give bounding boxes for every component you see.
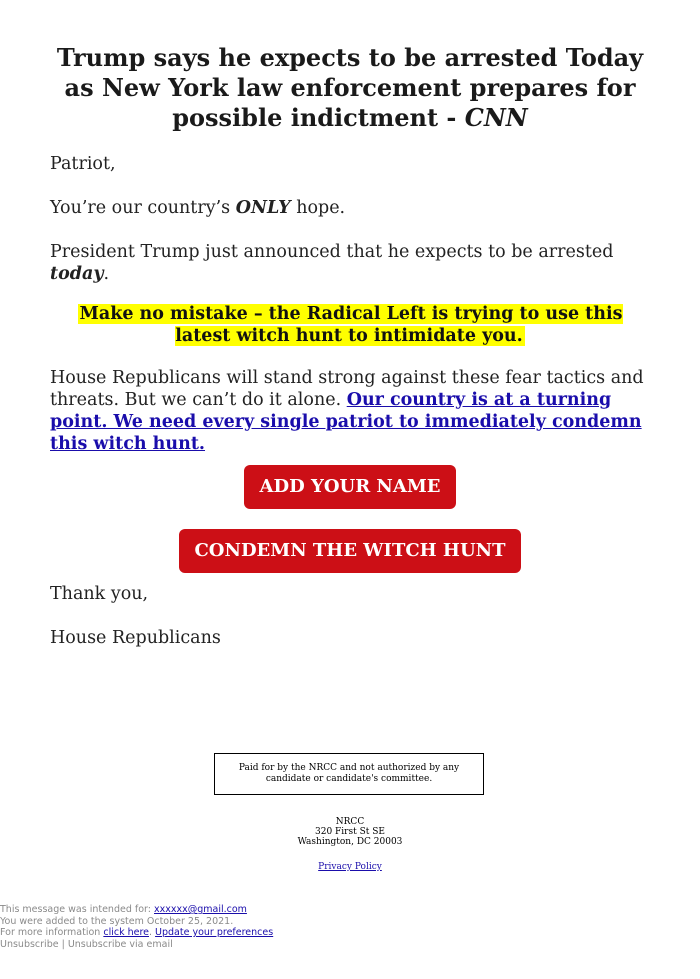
unsubscribe-divider: | xyxy=(58,938,68,950)
intended-label: This message was intended for: xyxy=(0,904,154,915)
highlighted-text: Make no mistake – the Radical Left is trying to use this latest witch hunt to intimidate you. xyxy=(79,304,623,346)
footer-added-line: You were added to the system October 25, 2021. xyxy=(0,915,234,927)
headline-source: CNN xyxy=(464,103,528,132)
salutation: Patriot, xyxy=(50,154,116,174)
republicans-text: House Republicans will stand strong against these fear tactics and threats. But we can’t do it alone. xyxy=(50,368,644,410)
president-text-after: . xyxy=(103,264,110,284)
condemn-witch-hunt-button[interactable]: CONDEMN THE WITCH HUNT xyxy=(179,529,521,573)
add-your-name-button[interactable]: ADD YOUR NAME xyxy=(244,465,456,509)
email-headline xyxy=(40,43,660,133)
headline-text: Trump says he expects to be arrested Today as New York law enforcement prepares for possible indictment - xyxy=(56,43,644,132)
condemn-link[interactable]: Our country is at a turning point. We need every single patriot to immediately condemn this witch hunt. xyxy=(50,390,642,454)
hope-text-before: You’re our country’s xyxy=(50,198,236,218)
president-paragraph xyxy=(50,241,650,285)
info-label: For more information xyxy=(0,927,104,938)
address-org: NRCC xyxy=(335,817,365,827)
email-footer xyxy=(0,904,500,950)
info-separator: . xyxy=(149,927,156,938)
republicans-paragraph xyxy=(50,367,650,455)
address-city: Washington, DC 20003 xyxy=(297,837,403,847)
hope-text-after: hope. xyxy=(290,198,346,218)
closing: Thank you, xyxy=(50,584,149,604)
footer-info-line xyxy=(0,927,500,939)
hope-paragraph xyxy=(50,197,650,219)
footer-unsubscribe-line xyxy=(0,939,500,951)
address-street: 320 First St SE xyxy=(315,827,385,837)
recipient-email-link[interactable]: xxxxxx@gmail.com xyxy=(154,904,247,915)
update-preferences-link[interactable]: Update your preferences xyxy=(155,927,274,938)
signature: House Republicans xyxy=(50,628,221,648)
president-emphasis: today xyxy=(50,264,104,284)
hope-emphasis: ONLY xyxy=(235,198,291,218)
highlight-paragraph xyxy=(50,303,650,347)
mailing-address xyxy=(200,817,500,847)
unsubscribe-link[interactable]: Unsubscribe xyxy=(0,938,59,950)
footer-intended-line xyxy=(0,904,500,916)
privacy-policy-link[interactable]: Privacy Policy xyxy=(318,862,382,872)
unsubscribe-email-link[interactable]: Unsubscribe via email xyxy=(67,938,173,950)
privacy-section xyxy=(200,862,500,872)
disclaimer-text: Paid for by the NRCC and not authorized by any candidate or candidate's committee. xyxy=(238,763,460,784)
paid-for-disclaimer xyxy=(214,753,484,795)
click-here-link[interactable]: click here xyxy=(103,927,149,938)
president-text-before: President Trump just announced that he expects to be arrested xyxy=(50,242,614,262)
